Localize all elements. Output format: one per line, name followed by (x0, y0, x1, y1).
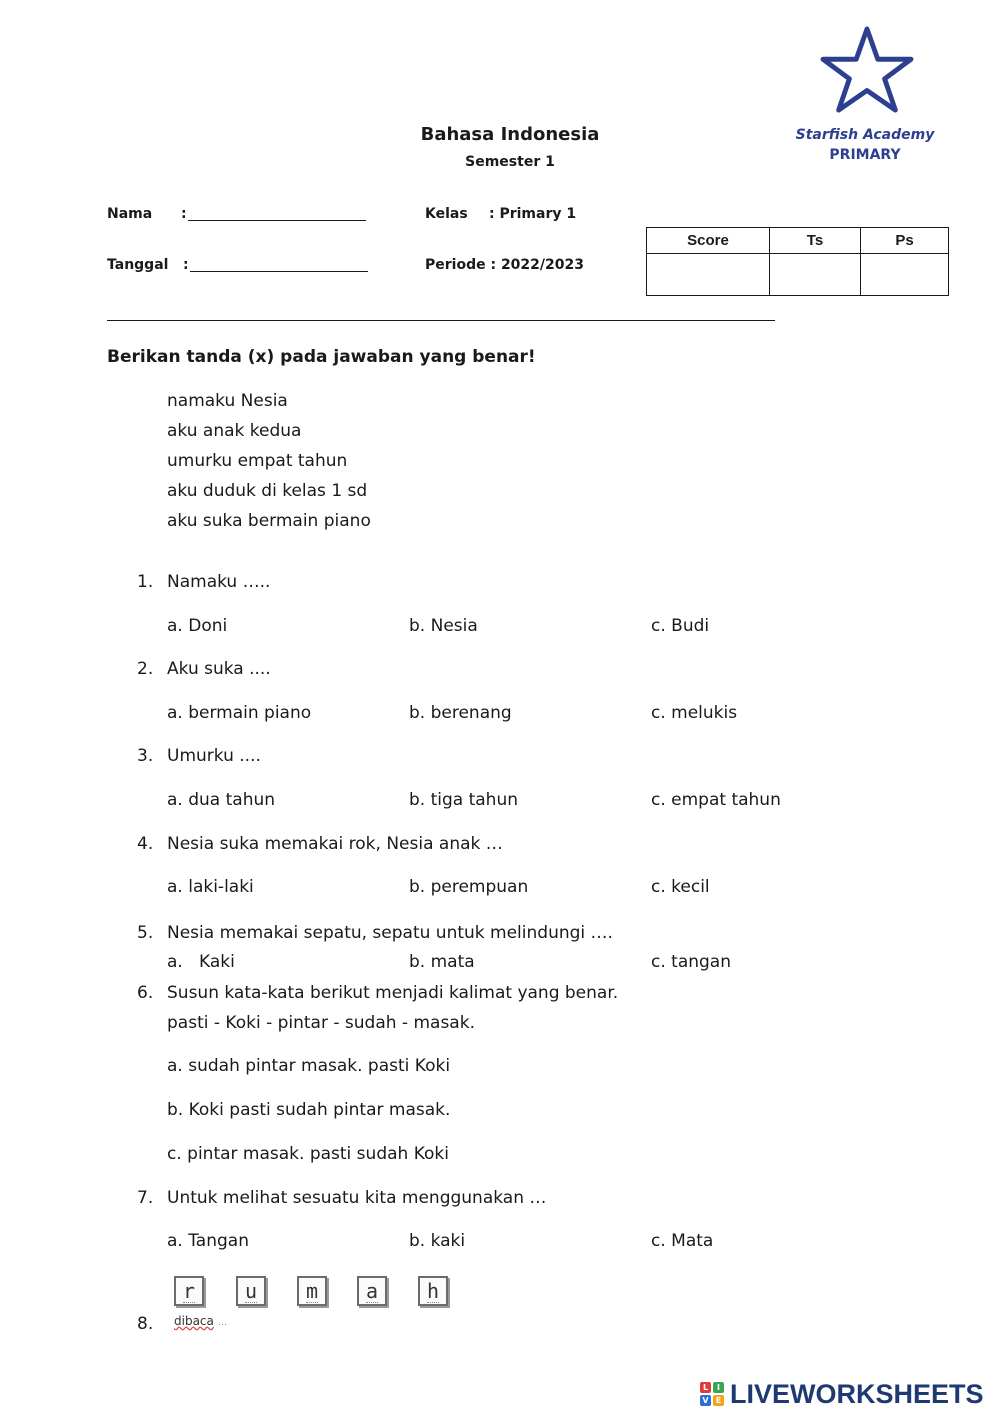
question-number: 6. (137, 983, 154, 1003)
option-b[interactable]: b. perempuan (409, 877, 529, 897)
nama-field[interactable] (188, 206, 366, 221)
question-words: pasti - Koki - pintar - sudah - masak. (167, 1013, 475, 1033)
question-text: Susun kata-kata berikut menjadi kalimat yang benar. (167, 983, 619, 1003)
option-c[interactable]: c. Mata (651, 1231, 714, 1251)
school-level: PRIMARY (829, 147, 901, 163)
reading-line: aku suka bermain piano (167, 511, 371, 531)
question-text: Nesia memakai sepatu, sepatu untuk melindungi …. (167, 923, 613, 943)
letter-tile[interactable]: h (418, 1276, 448, 1306)
nama-label: Nama (107, 206, 153, 222)
liveworksheets-logo (700, 1378, 992, 1410)
divider (107, 320, 775, 321)
option-c[interactable]: c. kecil (651, 877, 710, 897)
option-c[interactable]: c. pintar masak. pasti sudah Koki (167, 1144, 449, 1164)
letter-tile[interactable]: u (236, 1276, 266, 1306)
reading-line: aku anak kedua (167, 421, 302, 441)
reading-line: namaku Nesia (167, 391, 288, 411)
option-a[interactable]: a. sudah pintar masak. pasti Koki (167, 1056, 451, 1076)
question-text: Namaku ….. (167, 572, 271, 592)
option-a[interactable]: a. Kaki (167, 952, 235, 972)
question-number: 2. (137, 659, 154, 679)
tanggal-field[interactable] (190, 257, 368, 272)
tanggal-colon: : (183, 257, 189, 273)
ps-cell[interactable] (861, 254, 949, 296)
option-c[interactable]: c. tangan (651, 952, 731, 972)
option-a[interactable]: a. Doni (167, 616, 228, 636)
ts-cell[interactable] (770, 254, 861, 296)
score-table (646, 227, 949, 296)
question-number: 8. (137, 1314, 154, 1334)
option-b[interactable]: b. Nesia (409, 616, 478, 636)
page-title: Bahasa Indonesia (420, 124, 600, 145)
option-a[interactable]: a. dua tahun (167, 790, 276, 810)
question-number: 4. (137, 834, 154, 854)
ts-header: Ts (770, 228, 861, 254)
kelas-label: Kelas (425, 206, 468, 222)
option-c[interactable]: c. melukis (651, 703, 738, 723)
score-header: Score (647, 228, 770, 254)
question-text: Untuk melihat sesuatu kita menggunakan … (167, 1188, 547, 1208)
option-b[interactable]: b. Koki pasti sudah pintar masak. (167, 1100, 451, 1120)
periode-label: Periode : 2022/2023 (425, 257, 584, 273)
school-name: Starfish Academy (795, 127, 935, 143)
question-number: 3. (137, 746, 154, 766)
option-a[interactable]: a. laki-laki (167, 877, 254, 897)
ps-header: Ps (861, 228, 949, 254)
option-c[interactable]: c. Budi (651, 616, 710, 636)
option-b[interactable]: b. berenang (409, 703, 512, 723)
option-a[interactable]: a. bermain piano (167, 703, 312, 723)
question-text: Nesia suka memakai rok, Nesia anak … (167, 834, 503, 854)
question-number: 7. (137, 1188, 154, 1208)
reading-line: aku duduk di kelas 1 sd (167, 481, 368, 501)
tanggal-label: Tanggal (107, 257, 169, 273)
page-subtitle: Semester 1 (465, 154, 555, 170)
option-a[interactable]: a. Tangan (167, 1231, 249, 1251)
read-caption-dots: … (218, 1318, 227, 1328)
brand-name: LIVEWORKSHEETS (730, 1378, 984, 1409)
reading-line: umurku empat tahun (167, 451, 348, 471)
instruction: Berikan tanda (x) pada jawaban yang benar! (107, 347, 536, 367)
question-number: 5. (137, 923, 154, 943)
score-cell[interactable] (647, 254, 770, 296)
read-caption: dibaca (174, 1314, 214, 1328)
letter-tile[interactable]: a (357, 1276, 387, 1306)
option-b[interactable]: b. mata (409, 952, 475, 972)
option-c[interactable]: c. empat tahun (651, 790, 781, 810)
question-number: 1. (137, 572, 154, 592)
nama-colon: : (181, 206, 187, 222)
option-b[interactable]: b. tiga tahun (409, 790, 519, 810)
kelas-value: : Primary 1 (489, 206, 577, 222)
letter-tile[interactable]: r (174, 1276, 204, 1306)
star-outline-icon (818, 26, 916, 114)
option-b[interactable]: b. kaki (409, 1231, 466, 1251)
letter-tile[interactable]: m (297, 1276, 327, 1306)
question-text: Umurku .... (167, 746, 261, 766)
question-text: Aku suka .... (167, 659, 271, 679)
liveworksheets-icon: L I V E (700, 1382, 724, 1406)
